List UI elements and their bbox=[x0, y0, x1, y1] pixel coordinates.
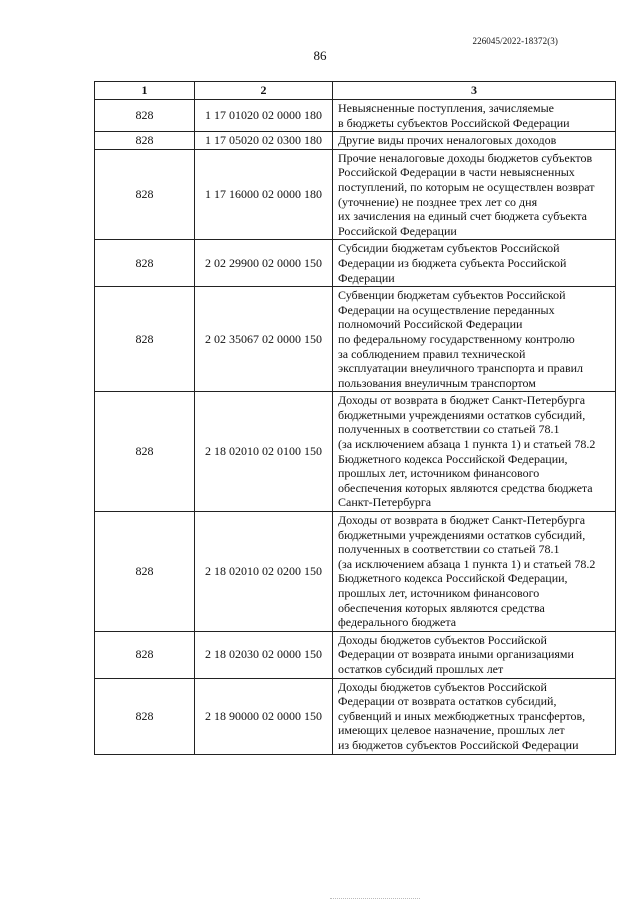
administrator-code-cell: 828 bbox=[95, 678, 195, 754]
revenue-name-line: имеющих целевое назначение, прошлых лет bbox=[338, 723, 565, 738]
revenue-name-line: Санкт-Петербурга bbox=[338, 495, 432, 510]
column-header-1: 1 bbox=[95, 82, 195, 100]
revenue-code-cell: 2 02 35067 02 0000 150 bbox=[195, 287, 333, 392]
table-row bbox=[95, 149, 616, 240]
table-row bbox=[95, 392, 616, 512]
revenue-name-line: по федеральному государственному контролю bbox=[338, 331, 575, 346]
revenue-name-cell bbox=[333, 512, 616, 632]
revenue-name-line: остатков субсидий прошлых лет bbox=[338, 661, 504, 676]
administrator-code-cell: 828 bbox=[95, 149, 195, 240]
document-registration-number: 226045/2022-18372(3) bbox=[472, 36, 558, 46]
revenue-name-line: пользования внеуличным транспортом bbox=[338, 375, 536, 390]
revenue-name-cell bbox=[333, 132, 616, 150]
revenue-name-line: поступлений, по которым не осуществлен возврат bbox=[338, 179, 595, 194]
revenue-name-line: Федерации на осуществление переданных bbox=[338, 302, 555, 317]
footer-mark bbox=[330, 898, 420, 902]
revenue-name-line: полученных в соответствии со статьей 78.1 bbox=[338, 422, 560, 437]
table-row bbox=[95, 678, 616, 754]
revenue-name-line: полномочий Российской Федерации bbox=[338, 317, 523, 332]
revenue-name-line: Федерации от возврата остатков субсидий, bbox=[338, 694, 557, 709]
revenue-name-line: Доходы бюджетов субъектов Российской bbox=[338, 679, 547, 694]
column-header-2: 2 bbox=[195, 82, 333, 100]
revenue-code-cell: 2 18 02010 02 0100 150 bbox=[195, 392, 333, 512]
administrator-code-cell: 828 bbox=[95, 392, 195, 512]
revenue-name-line: Российской Федерации bbox=[338, 223, 457, 238]
revenue-name-cell bbox=[333, 678, 616, 754]
revenue-code-cell: 1 17 01020 02 0000 180 bbox=[195, 100, 333, 132]
table-body bbox=[95, 100, 616, 755]
revenue-code-cell: 2 18 02030 02 0000 150 bbox=[195, 631, 333, 678]
revenue-name-line: Невыясненные поступления, зачисляемые bbox=[338, 101, 554, 115]
revenue-name-line: бюджетными учреждениями остатков субсидий, bbox=[338, 407, 586, 422]
administrator-code-cell: 828 bbox=[95, 287, 195, 392]
revenue-name-line: (за исключением абзаца 1 пункта 1) и статьей 78.2 bbox=[338, 556, 596, 571]
revenue-name-line: бюджетными учреждениями остатков субсидий, bbox=[338, 527, 586, 542]
table-row bbox=[95, 631, 616, 678]
table-header-row bbox=[95, 82, 616, 100]
revenue-name-line: обеспечения которых являются средства бюджета bbox=[338, 480, 593, 495]
page-number: 86 bbox=[313, 48, 327, 63]
revenue-name-line: Российской Федерации в части невыясненных bbox=[338, 165, 575, 180]
revenue-code-cell: 2 18 90000 02 0000 150 bbox=[195, 678, 333, 754]
revenue-name-line: прошлых лет, источником финансового bbox=[338, 466, 540, 481]
administrator-code-cell: 828 bbox=[95, 512, 195, 632]
table-row bbox=[95, 240, 616, 287]
revenue-name-cell bbox=[333, 287, 616, 392]
administrator-code-cell: 828 bbox=[95, 100, 195, 132]
table-row bbox=[95, 512, 616, 632]
revenue-name-line: полученных в соответствии со статьей 78.1 bbox=[338, 542, 560, 557]
column-header-3: 3 bbox=[333, 82, 616, 100]
revenue-name-line: Доходы от возврата в бюджет Санкт-Петербурга bbox=[338, 513, 586, 528]
revenue-name-line: Федерации bbox=[338, 270, 395, 285]
revenue-code-cell: 1 17 05020 02 0300 180 bbox=[195, 132, 333, 150]
table-row bbox=[95, 100, 616, 132]
revenue-name-line: (уточнение) не позднее трех лет со дня bbox=[338, 194, 538, 209]
administrator-code-cell: 828 bbox=[95, 132, 195, 150]
revenue-name-line: Бюджетного кодекса Российской Федерации, bbox=[338, 451, 568, 466]
revenue-name-line: (за исключением абзаца 1 пункта 1) и статьей 78.2 bbox=[338, 437, 596, 452]
revenue-name-line: Прочие неналоговые доходы бюджетов субъектов bbox=[338, 150, 593, 165]
table-row bbox=[95, 287, 616, 392]
revenue-name-line: Бюджетного кодекса Российской Федерации, bbox=[338, 571, 568, 586]
revenue-name-line: Доходы от возврата в бюджет Санкт-Петербурга bbox=[338, 393, 586, 408]
revenue-name-cell bbox=[333, 631, 616, 678]
revenue-name-line: Доходы бюджетов субъектов Российской bbox=[338, 632, 547, 647]
revenue-name-line: Субсидии бюджетам субъектов Российской bbox=[338, 241, 560, 256]
revenue-name-line: Федерации от возврата иными организациями bbox=[338, 647, 574, 662]
table-row bbox=[95, 132, 616, 150]
revenue-name-line: субвенций и иных межбюджетных трансфертов, bbox=[338, 708, 586, 723]
administrator-code-cell: 828 bbox=[95, 240, 195, 287]
budget-codes-table bbox=[94, 81, 616, 755]
revenue-code-cell: 2 02 29900 02 0000 150 bbox=[195, 240, 333, 287]
revenue-name-line: в бюджеты субъектов Российской Федерации bbox=[338, 115, 570, 130]
revenue-code-cell: 1 17 16000 02 0000 180 bbox=[195, 149, 333, 240]
revenue-name-line: Субвенции бюджетам субъектов Российской bbox=[338, 288, 566, 303]
revenue-name-line: эксплуатации внеуличного транспорта и правил bbox=[338, 361, 584, 376]
revenue-name-line: Другие виды прочих неналоговых доходов bbox=[338, 133, 557, 148]
revenue-name-line: прошлых лет, источником финансового bbox=[338, 586, 540, 600]
administrator-code-cell: 828 bbox=[95, 631, 195, 678]
revenue-name-line: Федерации из бюджета субъекта Российской bbox=[338, 255, 567, 270]
revenue-name-line: их зачисления на единый счет бюджета субъекта bbox=[338, 209, 587, 224]
revenue-name-cell bbox=[333, 392, 616, 512]
revenue-name-line: федерального бюджета bbox=[338, 615, 457, 630]
revenue-name-line: за соблюдением правил технической bbox=[338, 346, 526, 361]
revenue-name-cell bbox=[333, 100, 616, 132]
revenue-name-cell bbox=[333, 240, 616, 287]
revenue-name-line: из бюджетов субъектов Российской Федерации bbox=[338, 737, 579, 752]
revenue-name-line: обеспечения которых являются средства bbox=[338, 600, 545, 615]
revenue-code-cell: 2 18 02010 02 0200 150 bbox=[195, 512, 333, 632]
revenue-name-cell bbox=[333, 149, 616, 240]
